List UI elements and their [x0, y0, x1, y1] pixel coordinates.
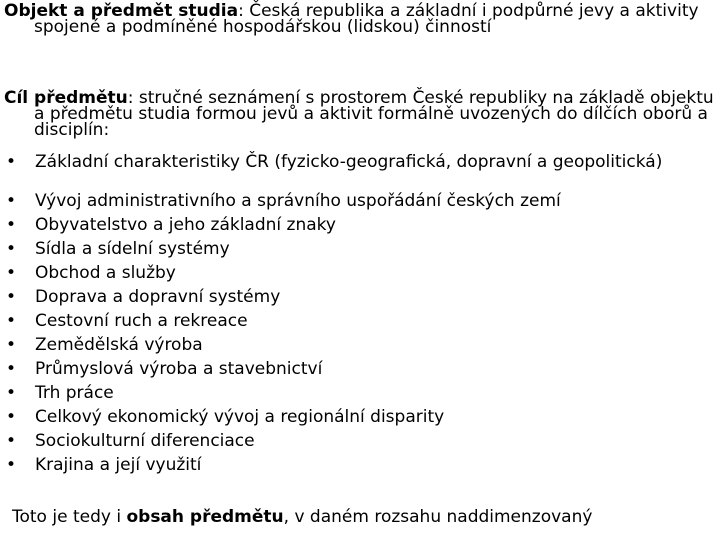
list-item — [4, 193, 716, 217]
bullet-icon: • — [6, 263, 17, 283]
topic-list — [4, 154, 716, 481]
list-item — [4, 457, 716, 481]
goal-text: : stručné seznámení s prostorem České republiky na základě objektu a předmětu studia formou jevů a aktivit formálně uvozených do dílčích oborů a disciplín: — [34, 88, 714, 140]
footer-note — [12, 507, 716, 527]
list-item-text: Vývoj administrativního a správního uspořádání českých zemí — [35, 191, 561, 211]
list-item-text: Průmyslová výroba a stavebnictví — [35, 359, 323, 379]
footer-text-after: , v daném rozsahu naddimenzovaný — [283, 507, 593, 527]
list-item — [4, 409, 716, 433]
list-item — [4, 289, 716, 313]
bullet-icon: • — [6, 152, 17, 172]
bullet-icon: • — [6, 311, 17, 331]
list-item-text: Základní charakteristiky ČR (fyzicko-geografická, dopravní a geopolitická) — [35, 152, 663, 172]
list-item-text: Sociokulturní diferenciace — [35, 431, 255, 451]
bullet-icon: • — [6, 191, 17, 211]
goal-paragraph — [4, 90, 716, 138]
bullet-icon: • — [6, 431, 17, 451]
list-item — [4, 241, 716, 265]
list-item — [4, 265, 716, 289]
bullet-icon: • — [6, 215, 17, 235]
subject-paragraph — [4, 3, 716, 35]
bullet-icon: • — [6, 239, 17, 259]
bullet-icon: • — [6, 407, 17, 427]
bullet-icon: • — [6, 359, 17, 379]
bullet-icon: • — [6, 455, 17, 475]
list-item — [4, 337, 716, 361]
footer-term: obsah předmětu — [126, 507, 284, 527]
list-item-text: Krajina a její využití — [35, 455, 202, 475]
list-item-text: Obchod a služby — [35, 263, 176, 283]
footer-text-before: Toto je tedy i — [12, 507, 127, 527]
list-item-text: Celkový ekonomický vývoj a regionální disparity — [35, 407, 445, 427]
bullet-icon: • — [6, 335, 17, 355]
list-item — [4, 385, 716, 409]
bullet-icon: • — [6, 383, 17, 403]
subject-text: : Česká republika a základní i podpůrné jevy a aktivity spojené a podmíněné hospodářskou (lidskou) činností — [34, 1, 699, 37]
list-item — [4, 361, 716, 385]
goal-term: Cíl předmětu — [4, 88, 128, 108]
subject-term: Objekt a předmět studia — [4, 1, 239, 21]
list-item-text: Cestovní ruch a rekreace — [35, 311, 248, 331]
list-item-text: Obyvatelstvo a jeho základní znaky — [35, 215, 336, 235]
list-item-text: Trh práce — [35, 383, 114, 403]
list-item — [4, 217, 716, 241]
list-item-text: Sídla a sídelní systémy — [35, 239, 230, 259]
list-item-text: Zemědělská výroba — [35, 335, 203, 355]
list-item — [4, 154, 716, 193]
list-item — [4, 433, 716, 457]
list-item — [4, 313, 716, 337]
bullet-icon: • — [6, 287, 17, 307]
list-item-text: Doprava a dopravní systémy — [35, 287, 281, 307]
